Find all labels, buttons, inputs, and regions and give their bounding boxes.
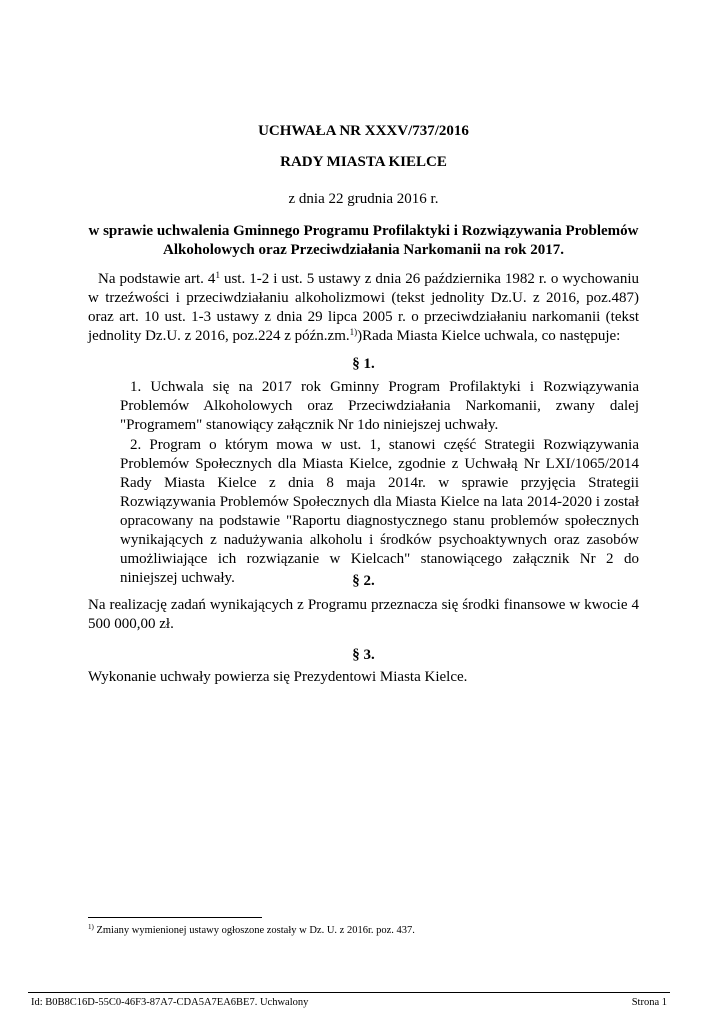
footnote-marker: 1) bbox=[88, 923, 94, 931]
preamble-part-1: Na podstawie art. 4 bbox=[98, 271, 216, 287]
footer-document-id: Id: B0B8C16D-55C0-46F3-87A7-CDA5A7EA6BE7. Uchwalony bbox=[31, 997, 309, 1008]
preamble-superscript-1: 1 bbox=[215, 270, 220, 280]
footer-separator bbox=[28, 992, 670, 993]
section-1-item-2: 2. Program o którym mowa w ust. 1, stanowi część Strategii Rozwiązywania Problemów Społecznych dla Miasta Kielce, zgodnie z Uchwałą Nr LXI/1065/2014 Rady Miasta Kielce z dnia 8 maja 2014r. w sprawie przyjęcia Strategii Rozwiązywania Problemów Społecznych dla Miasta Kielce na lata 2014-2020 i został opracowany na podstawie "Raportu diagnostycznego stanu problemów społecznych wynikających z nadużywania alkoholu i środków psychoaktywnych oraz zasobów umożliwiające ich rozwiązanie w Kielcach" stanowiącego załącznik Nr 2 do niniejszej uchwały. bbox=[120, 437, 639, 586]
subject-line-2: Alkoholowych oraz Przeciwdziałania Narkomanii na rok 2017. bbox=[163, 242, 564, 258]
section-3-heading: § 3. bbox=[352, 647, 375, 663]
preamble-part-2: ust. 1-2 i ust. 5 ustawy z dnia 26 października 1982 r. o wychowaniu w trzeźwości i przeciwdziałaniu alkoholizmowi (tekst jednolity Dz.U. z 2016, poz.487) oraz art. 10 ust. 1-3 ustawy z dnia 29 lipca 2005 r. o przeciwdziałaniu narkomanii (tekst jednolity Dz.U. z 2016, poz.224 z późn.zm. bbox=[88, 271, 639, 344]
subject bbox=[88, 222, 639, 260]
section-3-text: Wykonanie uchwały powierza się Prezydentowi Miasta Kielce. bbox=[88, 669, 468, 685]
document-date: z dnia 22 grudnia 2016 r. bbox=[288, 191, 439, 207]
section-2-heading: § 2. bbox=[352, 573, 375, 589]
preamble-part-3: )Rada Miasta Kielce uchwala, co następuje: bbox=[357, 328, 621, 344]
footer-page-number: Strona 1 bbox=[631, 997, 667, 1008]
document-title: UCHWAŁA NR XXXV/737/2016 bbox=[258, 123, 469, 139]
footnote-text: Zmiany wymienionej ustawy ogłoszone zostały w Dz. U. z 2016r. poz. 437. bbox=[96, 925, 415, 936]
footnote bbox=[88, 924, 415, 937]
section-1-item-1: 1. Uchwala się na 2017 rok Gminny Program Profilaktyki i Rozwiązywania Problemów Alkoholowych oraz Przeciwdziałania Narkomanii, zwany dalej "Programem" stanowiący załącznik Nr 1do niniejszej uchwały. bbox=[120, 379, 639, 433]
subject-line-1: w sprawie uchwalenia Gminnego Programu Profilaktyki i Rozwiązywania Problemów bbox=[88, 223, 639, 239]
footnote-reference: 1) bbox=[349, 327, 358, 337]
section-2-text: Na realizację zadań wynikających z Programu przeznacza się środki finansowe w kwocie 4 500 000,00 zł. bbox=[88, 597, 639, 632]
preamble bbox=[88, 270, 639, 346]
footnote-separator bbox=[88, 917, 262, 918]
section-1-heading: § 1. bbox=[352, 356, 375, 372]
issuer: RADY MIASTA KIELCE bbox=[280, 154, 447, 170]
